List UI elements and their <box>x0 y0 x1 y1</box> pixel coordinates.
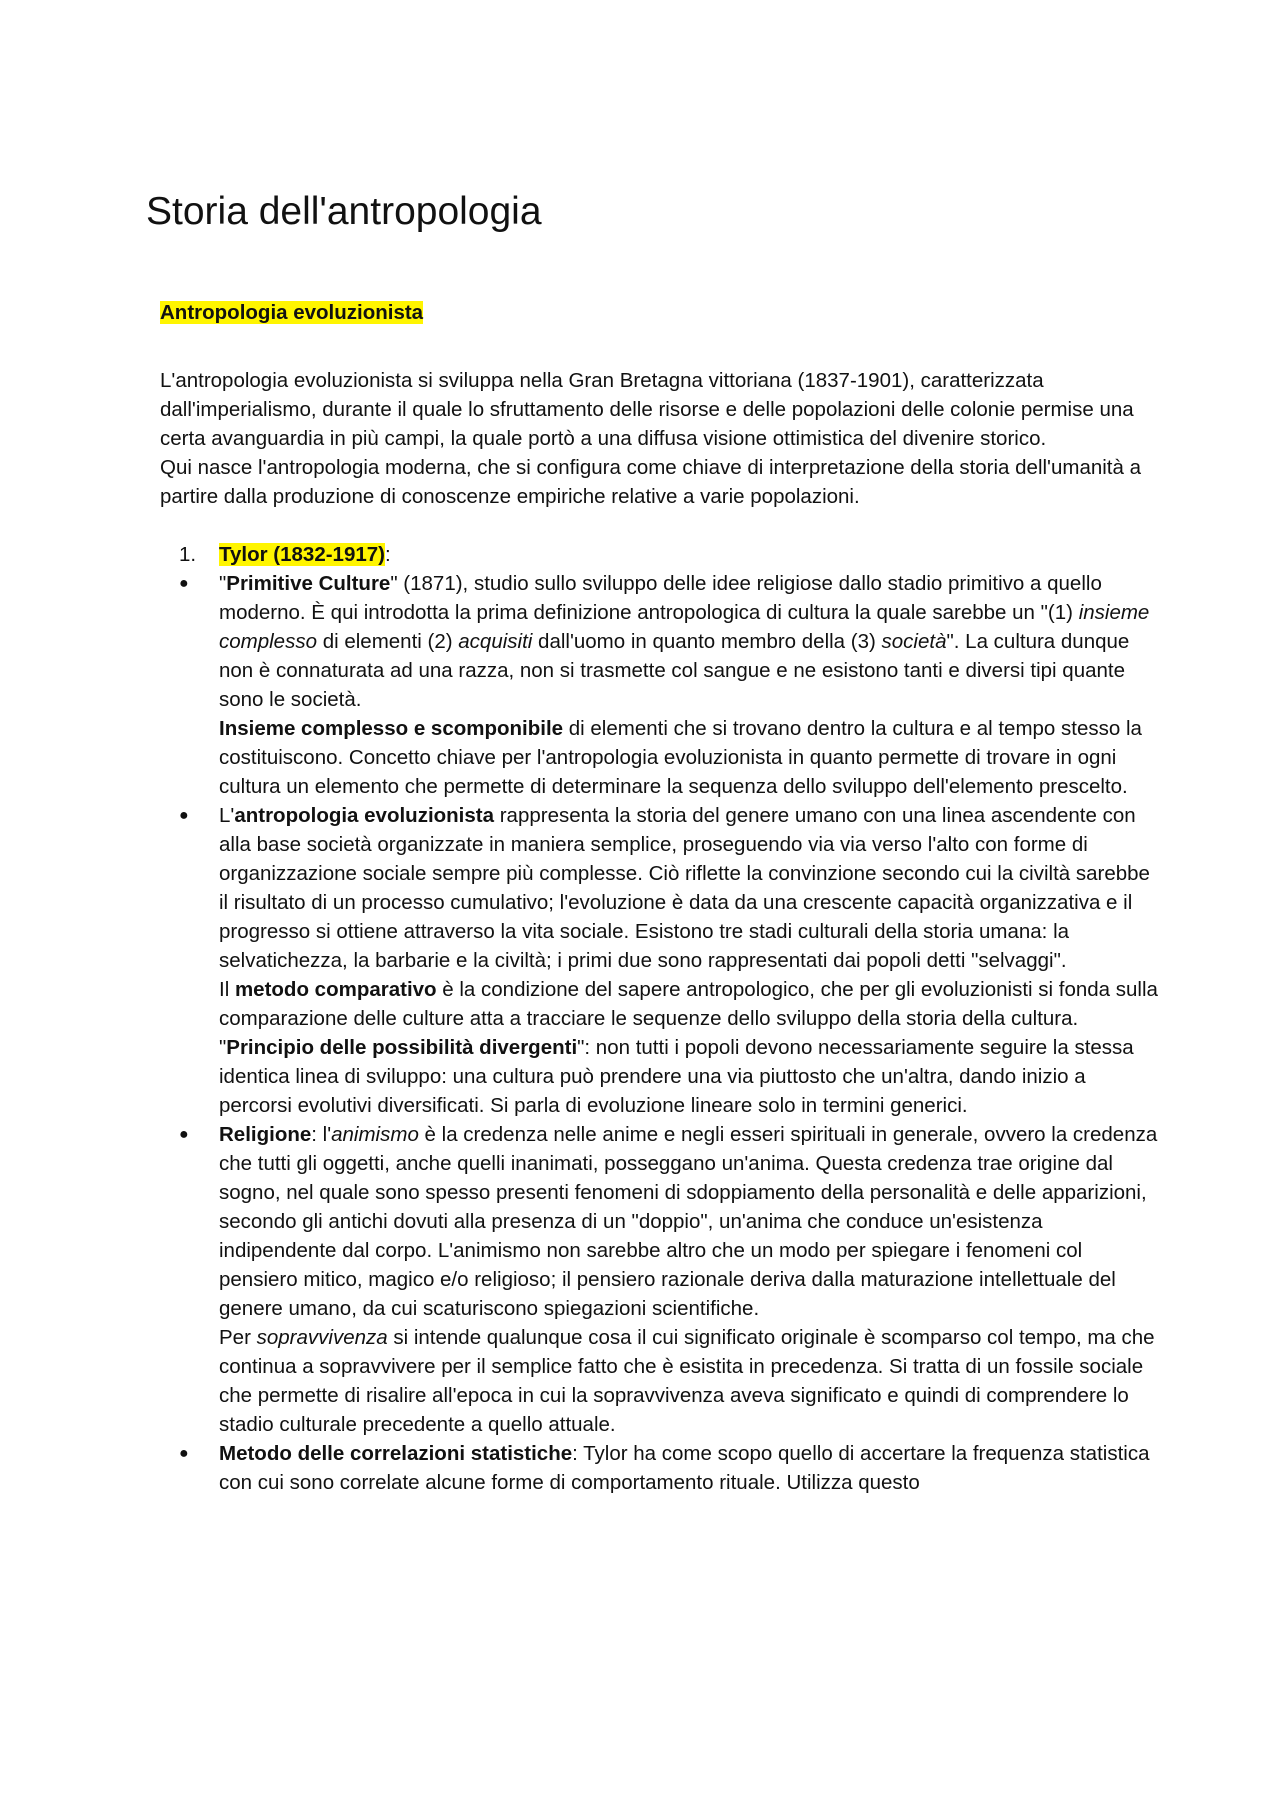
text-run: Per <box>219 1326 257 1349</box>
list-number: 1. <box>179 543 197 566</box>
bullet-icon: ● <box>179 807 189 824</box>
bullet-paragraph <box>219 1323 1160 1439</box>
italic-term: insieme complesso <box>219 601 1150 653</box>
text-run: " (1871), studio sullo sviluppo delle idee religiose dallo stadio primitivo a quello moderno. È qui introdotta la prima definizione antropologica di cultura la quale sarebbe un "(1) <box>219 572 1102 624</box>
text-run: : l' <box>311 1123 332 1146</box>
bullet-paragraph <box>219 714 1160 801</box>
italic-term: società <box>881 630 947 653</box>
content-list <box>160 540 1160 1497</box>
text-run: Il <box>219 978 235 1001</box>
bold-term: antropologia evoluzionista <box>234 804 495 827</box>
text-run: di elementi (2) <box>317 630 459 653</box>
bold-term: Religione <box>219 1123 312 1146</box>
bold-term: metodo comparativo <box>234 978 437 1001</box>
bullet-icon: ● <box>179 1126 189 1143</box>
intro-paragraph-2: Qui nasce l'antropologia moderna, che si configura come chiave di interpretazione della storia dell'umanità a partire dalla produzione di conoscenze empiriche relative a varie popolazioni. <box>160 456 1141 508</box>
text-run: si intende qualunque cosa il cui significato originale è scomparso col tempo, ma che continua a sopravvivere per il semplice fatto che è esistita in precedenza. Si tratta di un fossile sociale che permette di risalire all'epoca in cui la sopravvivenza aveva significato e quindi di comprendere lo stadio culturale precedente a quello attuale. <box>219 1326 1155 1436</box>
bold-term: Principio delle possibilità divergenti <box>226 1036 578 1059</box>
bullet-paragraph <box>219 569 1160 714</box>
intro-paragraphs <box>160 366 1160 511</box>
bullet-paragraph <box>219 801 1160 975</box>
tylor-heading-colon: : <box>384 543 391 566</box>
text-run: è la credenza nelle anime e negli esseri spirituali in generale, ovvero la credenza che tutti gli oggetti, anche quelli inanimati, posseggano un'anima. Questa credenza trae origine dal sogno, nel quale sono spesso presenti fenomeni di sdoppiamento della personalità e delle apparizioni, secondo gli antichi dovuti alla presenza di un "doppio", un'anima che conduce un'esistenza indipendente dal corpo. L'animismo non sarebbe altro che un modo per spiegare i fenomeni col pensiero mitico, magico e/o religioso; il pensiero razionale deriva dalla maturazione intellettuale del genere umano, da cui scaturiscono spiegazioni scientifiche. <box>219 1123 1158 1320</box>
text-run: " <box>219 572 227 595</box>
intro-paragraph-1: L'antropologia evoluzionista si sviluppa nella Gran Bretagna vittoriana (1837-1901), caratterizzata dall'imperialismo, durante il quale lo sfruttamento delle risorse e delle popolazioni delle colonie permise una certa avanguardia in più campi, la quale portò a una diffusa visione ottimistica del divenire storico. <box>160 369 1134 450</box>
page-title: Storia dell'antropologia <box>146 190 542 233</box>
bullet-paragraph <box>219 1120 1160 1323</box>
italic-term: sopravvivenza <box>256 1326 388 1349</box>
bullet-icon: ● <box>179 575 189 592</box>
bullet-paragraph <box>219 1033 1160 1120</box>
text-run: ": non tutti i popoli devono necessariamente seguire la stessa identica linea di sviluppo: una cultura può prendere una via piuttosto che un'altra, dando inizio a percorsi evolutivi diversificati. Si parla di evoluzione lineare solo in termini generici. <box>219 1036 1134 1117</box>
text-run: L' <box>219 804 235 827</box>
text-run: rappresenta la storia del genere umano con una linea ascendente con alla base società organizzate in maniera semplice, proseguendo via via verso l'alto con forme di organizzazione sociale sempre più complesse. Ciò riflette la convinzione secondo cui la civiltà sarebbe il risultato di un processo cumulativo; l'evoluzione è data da una crescente capacità organizzativa e il progresso si ottiene attraverso la vita sociale. Esistono tre stadi culturali della storia umana: la selvatichezza, la barbarie e la civiltà; i primi due sono rappresentati dai popoli detti "selvaggi". <box>219 804 1150 972</box>
bullet-item-religion <box>160 1120 1160 1439</box>
bold-term: Primitive Culture <box>226 572 391 595</box>
bullet-paragraph <box>219 1439 1160 1497</box>
bold-term: Insieme complesso e scomponibile <box>219 717 564 740</box>
text-run: ". La cultura dunque non è connaturata ad una razza, non si trasmette col sangue e ne esistono tanti e diversi tipi quante sono le società. <box>219 630 1130 711</box>
italic-term: acquisiti <box>458 630 533 653</box>
numbered-item-tylor <box>160 540 1160 569</box>
bullet-item-evolutionist-anthropology <box>160 801 1160 1120</box>
bullet-item-primitive-culture <box>160 569 1160 801</box>
text-run: è la condizione del sapere antropologico, che per gli evoluzionisti si fonda sulla comparazione delle culture atta a tracciare le sequenze dello sviluppo della storia della cultura. <box>219 978 1158 1030</box>
bullet-item-statistical-method <box>160 1439 1160 1497</box>
italic-term: animismo <box>331 1123 419 1146</box>
tylor-heading: Tylor (1832-1917) <box>219 543 385 566</box>
bullet-icon: ● <box>179 1445 189 1462</box>
section-heading-text: Antropologia evoluzionista <box>160 301 424 324</box>
text-run: dall'uomo in quanto membro della (3) <box>532 630 882 653</box>
text-run: di elementi che si trovano dentro la cultura e al tempo stesso la costituiscono. Concetto chiave per l'antropologia evoluzionista in quanto permette di trovare in ogni cultura un elemento che permette di determinare la sequenza dello sviluppo dell'elemento prescelto. <box>219 717 1142 798</box>
section-heading <box>160 299 1180 327</box>
bold-term: Metodo delle correlazioni statistiche <box>219 1442 573 1465</box>
text-run: " <box>219 1036 227 1059</box>
bullet-paragraph <box>219 975 1160 1033</box>
text-run: : Tylor ha come scopo quello di accertare la frequenza statistica con cui sono correlate alcune forme di comportamento rituale. Utilizza questo <box>219 1442 1150 1494</box>
